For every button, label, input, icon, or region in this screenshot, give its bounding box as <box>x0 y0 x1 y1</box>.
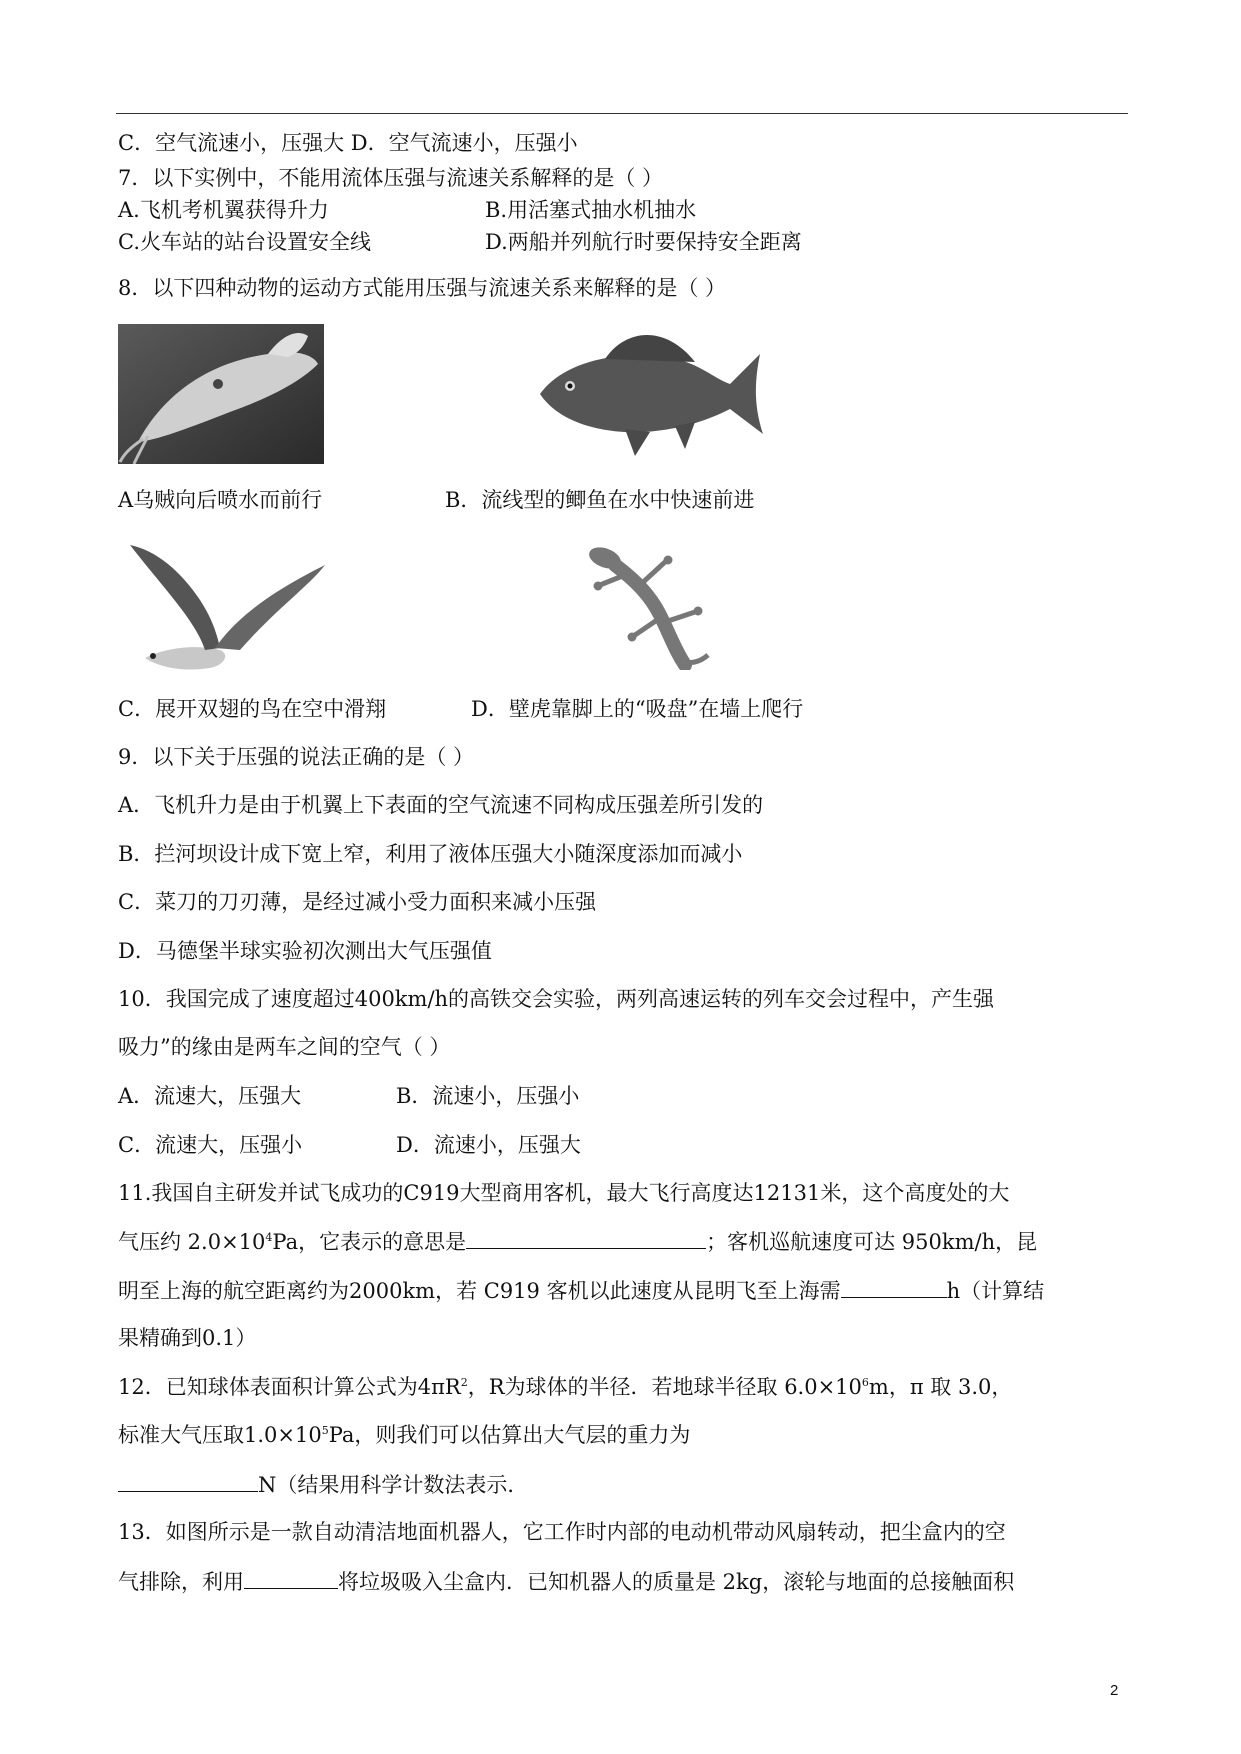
q10-option-a: A．流速大，压强大 <box>118 1084 302 1108</box>
q8-option-c: C．展开双翅的鸟在空中滑翔 <box>118 697 387 721</box>
q12-unit-text: N（结果用科学计数法表示． <box>258 1473 529 1497</box>
answer-blank-principle[interactable] <box>244 1568 338 1589</box>
question-11-line2 <box>118 1228 1037 1255</box>
question-9: 9．以下关于压强的说法正确的是（ ） <box>118 745 475 769</box>
q12-exponent-3: 5 <box>321 1424 329 1437</box>
bird-image <box>125 540 330 680</box>
question-7: 7．以下实例中，不能用流体压强与流速关系解释的是（ ） <box>118 166 664 190</box>
q9-option-d: D．马德堡半球实验初次测出大气压强值 <box>118 939 492 963</box>
q8-option-d: D．壁虎靠脚上的“吸盘”在墙上爬行 <box>471 697 804 721</box>
q7-option-b: B.用活塞式抽水机抽水 <box>485 198 697 222</box>
header-rule <box>116 113 1128 114</box>
q11-distance-text: 明至上海的航空距离约为2000km，若 C919 客机以此速度从昆明飞至上海需 <box>118 1279 841 1303</box>
q12-exponent-2: 6 <box>861 1376 869 1389</box>
q11-exponent: 4 <box>265 1231 273 1244</box>
q10-options-ab <box>118 1083 579 1109</box>
answer-blank-gravity[interactable] <box>118 1471 258 1492</box>
q10-option-d: D．流速小，压强大 <box>396 1133 581 1157</box>
q12-gravity-text: Pa，则我们可以估算出大气层的重力为 <box>328 1423 691 1447</box>
q12-radius-text: ，R为球体的半径．若地球半径取 6.0×10 <box>467 1375 862 1399</box>
q9-option-c: C．菜刀的刀刃薄，是经过减小受力面积来减小压强 <box>118 890 597 914</box>
q8-options-ab <box>118 487 754 513</box>
q8-option-a: A乌贼向后喷水而前行 <box>118 488 323 512</box>
option-line-cd: C．空气流速小，压强大 D．空气流速小，压强小 <box>118 131 578 155</box>
q13-prefix: 气排除，利用 <box>118 1570 244 1594</box>
q10-option-c: C．流速大，压强小 <box>118 1133 303 1157</box>
question-10-line2: 吸力”的缘由是两车之间的空气（ ） <box>118 1035 451 1059</box>
q12-atm-value: 标准大气压取1.0×10 <box>118 1423 322 1447</box>
q7-options-cd <box>118 229 802 255</box>
q10-option-b: B．流速小，压强小 <box>396 1084 580 1108</box>
q11-speed-text: ；客机巡航速度可达 950km/h，昆 <box>706 1230 1038 1254</box>
question-12-line3 <box>118 1471 528 1498</box>
q11-unit-text: h（计算结 <box>946 1279 1045 1303</box>
answer-blank-time[interactable] <box>841 1277 947 1298</box>
question-8: 8．以下四种动物的运动方式能用压强与流速关系来解释的是（ ） <box>118 276 727 300</box>
question-11-line3 <box>118 1277 1044 1304</box>
gecko-image <box>580 540 715 670</box>
question-10-line1: 10．我国完成了速度超过400km/h的高铁交会实验，两列高速运转的列车交会过程中，产生强 <box>118 987 995 1011</box>
question-13-line2 <box>118 1568 1014 1595</box>
q8-options-cd <box>118 696 803 722</box>
q11-meaning-label: Pa，它表示的意思是 <box>272 1230 467 1254</box>
fish-image <box>535 324 765 464</box>
question-11-line1: 11.我国自主研发并试飞成功的C919大型商用客机，最大飞行高度达12131米，这个高度处的大 <box>118 1181 1010 1205</box>
squid-image <box>118 324 324 464</box>
question-12-line2 <box>118 1422 690 1448</box>
question-13-line1: 13．如图所示是一款自动清洁地面机器人，它工作时内部的电动机带动风扇转动，把尘盒内的空 <box>118 1520 1006 1544</box>
q12-pi-text: m，π 取 3.0， <box>868 1375 1013 1399</box>
page-number: 2 <box>1110 1682 1119 1699</box>
q12-exponent-1: 2 <box>460 1376 468 1389</box>
q10-options-cd <box>118 1132 581 1158</box>
q11-pressure-value: 气压约 2.0×10 <box>118 1230 266 1254</box>
q7-option-d: D.两船并列航行时要保持安全距离 <box>485 230 802 254</box>
answer-blank-meaning[interactable] <box>466 1228 706 1249</box>
q13-suffix: 将垃圾吸入尘盒内．已知机器人的质量是 2kg，滚轮与地面的总接触面积 <box>338 1570 1015 1594</box>
q9-option-a: A．飞机升力是由于机翼上下表面的空气流速不同构成压强差所引发的 <box>118 793 764 817</box>
q12-formula: 12．已知球体表面积计算公式为4πR <box>118 1375 461 1399</box>
question-12-line1 <box>118 1374 1012 1400</box>
q8-option-b: B．流线型的鲫鱼在水中快速前进 <box>445 488 755 512</box>
q7-option-c: C.火车站的站台设置安全线 <box>118 230 371 254</box>
question-11-line4: 果精确到0.1） <box>118 1326 257 1350</box>
q7-options-ab <box>118 197 696 223</box>
q7-option-a: A.飞机考机翼获得升力 <box>118 198 329 222</box>
q9-option-b: B．拦河坝设计成下宽上窄，利用了液体压强大小随深度添加而减小 <box>118 842 743 866</box>
